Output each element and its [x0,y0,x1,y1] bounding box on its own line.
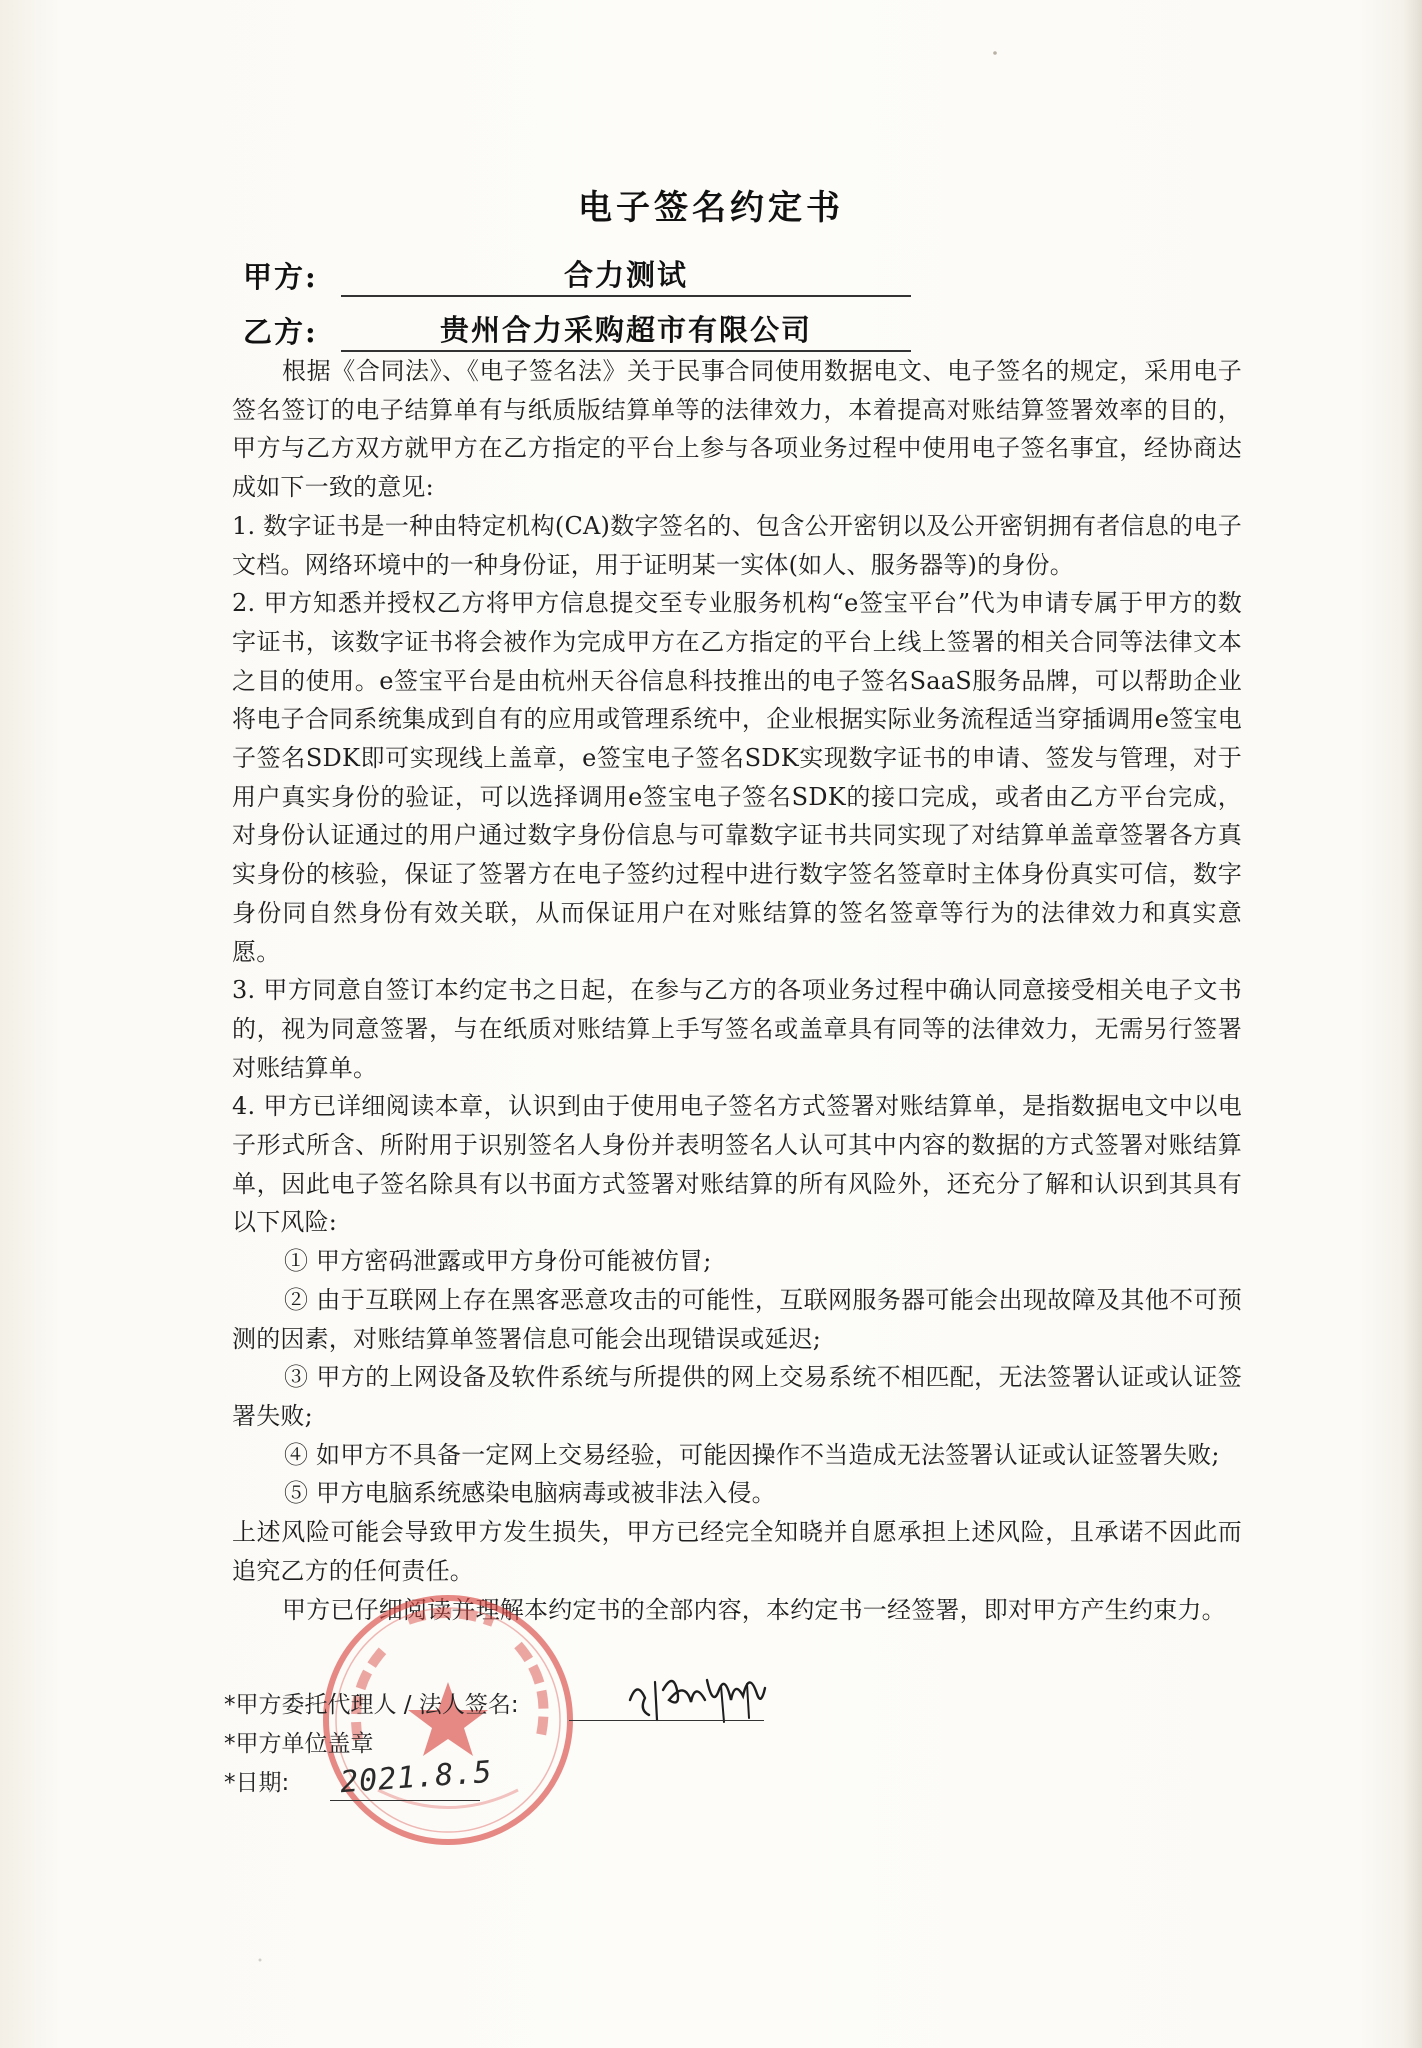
date-label: *日期: [224,1770,290,1796]
document-title: 电子签名约定书 [578,188,844,228]
clause-1: 1. 数字证书是一种由特定机构(CA)数字签名的、包含公开密钥以及公开密钥拥有者信息的电子文档。网络环境中的一种身份证，用于证明某一实体(如人、服务器等)的身份。 [232,511,1242,579]
party-a-label: 甲方: [243,260,318,294]
signature-label: *甲方委托代理人 / 法人签名: [224,1692,519,1718]
closing-statement: 甲方已仔细阅读并理解本约定书的全部内容，本约定书一经签署，即对甲方产生约束力。 [282,1595,1226,1624]
clause-4: 4. 甲方已详细阅读本章，认识到由于使用电子签名方式签署对账结算单，是指数据电文中以电子形式所含、所附用于识别签名人身份并表明签名人认可其中内容的数据的方式签署对账结算单，因此电子签名除具有以书面方式签署对账结算的所有风险外，还充分了解和认识到其具有以下风险: [232,1092,1242,1237]
party-b-value: 贵州合力采购超市有限公司 [341,310,911,352]
risk-item-3: ③ 甲方的上网设备及软件系统与所提供的网上交易系统不相匹配，无法签署认证或认证签署失败; [232,1363,1242,1430]
risk-item-5: ⑤ 甲方电脑系统感染电脑病毒或被非法入侵。 [284,1479,776,1508]
intro-paragraph: 根据《合同法》、《电子签名法》关于民事合同使用数据电文、电子签名的规定，采用电子签名签订的电子结算单有与纸质版结算单等的法律效力，本着提高对账结算签署效率的目的，甲方与乙方双方就甲方在乙方指定的平台上参与各项业务过程中使用电子签名事宜，经协商达成如下一致的意见: [232,357,1242,502]
risk-item-2: ② 由于互联网上存在黑客恶意攻击的可能性，互联网服务器可能会出现故障及其他不可预测的因素，对账结算单签署信息可能会出现错误或延迟; [232,1285,1242,1353]
party-a-row [243,255,688,296]
party-a-value: 合力测试 [341,255,911,297]
party-b-row [243,310,812,351]
agreement-body [232,352,1242,1629]
risk-summary: 上述风险可能会导致甲方发生损失，甲方已经完全知晓并自愿承担上述风险，且承诺不因此而追究乙方的任何责任。 [232,1518,1242,1585]
risk-item-4: ④ 如甲方不具备一定网上交易经验，可能因操作不当造成无法签署认证或认证签署失败; [284,1440,1220,1469]
signature-line [224,1686,519,1725]
risk-item-1: ① 甲方密码泄露或甲方身份可能被仿冒; [284,1247,712,1276]
clause-3: 3. 甲方同意自签订本约定书之日起，在参与乙方的各项业务过程中确认同意接受相关电子文书的，视为同意签署，与在纸质对账结算上手写签名或盖章具有同等的法律效力，无需另行签署对账结算单。 [232,976,1242,1082]
clause-2: 2. 甲方知悉并授权乙方将甲方信息提交至专业服务机构“e签宝平台”代为申请专属于甲方的数字证书，该数字证书将会被作为完成甲方在乙方指定的平台上线上签署的相关合同等法律文本之目的使用。e签宝平台是由杭州天谷信息科技推出的电子签名SaaS服务品牌，可以帮助企业将电子合同系统集成到自有的应用或管理系统中，企业根据实际业务流程适当穿插调用e签宝电子签名SDK即可实现线上盖章，e签宝电子签名SDK实现数字证书的申请、签发与管理，对于用户真实身份的验证，可以选择调用e签宝电子签名SDK的接口完成，或者由乙方平台完成，对身份认证通过的用户通过数字身份信息与可靠数字证书共同实现了对结算单盖章签署各方真实身份的核验，保证了签署方在电子签约过程中进行数字签名签章时主体身份真实可信，数字身份同自然身份有效关联，从而保证用户在对账结算的签名签章等行为的法律效力和真实意愿。 [232,589,1242,966]
signature-underline [569,1720,764,1721]
handwritten-date: 2021.8.5 [338,1754,494,1801]
date-underline [330,1800,480,1801]
party-b-label: 乙方: [243,315,318,349]
seal-label: *甲方单位盖章 [224,1731,374,1757]
paper-edge-shadow [1404,0,1422,2048]
